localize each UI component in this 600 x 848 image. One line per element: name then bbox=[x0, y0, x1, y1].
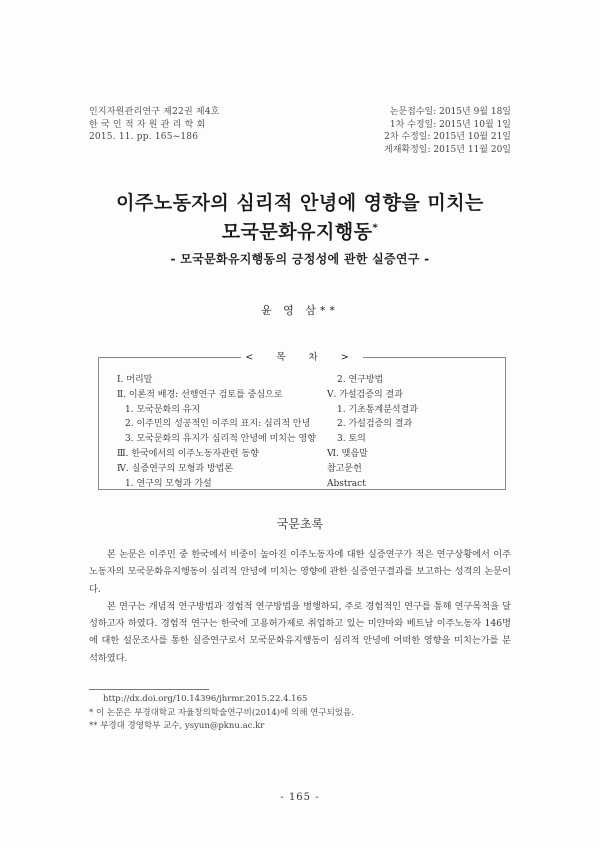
toc-item[interactable]: 1. 연구의 모형과 가설 bbox=[125, 478, 212, 489]
paper-title-line1: 이주노동자의 심리적 안녕에 영향을 미치는 bbox=[116, 192, 484, 214]
toc-item[interactable]: 2. 가설검증의 결과 bbox=[337, 419, 413, 430]
toc-item[interactable]: Ⅲ. 한국에서의 이주노동자관련 동향 bbox=[117, 448, 259, 459]
issue-pages: 2015. 11. pp. 165~186 bbox=[89, 132, 199, 142]
society-name: 한 국 인 적 자 원 관 리 학 회 bbox=[89, 119, 206, 130]
paper-title-line2-text: 모국문화유지행동 bbox=[221, 221, 373, 243]
toc-item[interactable]: 1. 기초통계분석결과 bbox=[337, 404, 419, 415]
journal-name: 인지자원관리연구 제22권 제4호 bbox=[89, 107, 220, 117]
author-name: 윤 영 삼** bbox=[261, 304, 339, 317]
journal-info bbox=[89, 106, 220, 144]
toc-item[interactable]: Ⅴ. 가설검증의 결과 bbox=[327, 389, 403, 400]
title-footnote-mark[interactable]: * bbox=[372, 222, 379, 234]
author-affiliation: ** 부경대 경영학부 교수, ysyun@pknu.ac.kr bbox=[89, 721, 265, 731]
toc-right-column bbox=[327, 373, 418, 491]
abstract-paragraph: 본 연구는 개념적 연구방법과 경험적 연구방법을 병행하되, 주로 경험적인 연구를 통해 연구목적을 달성하고자 하였다. 경험적 연구는 한국에 고용허가제로 취업하고 있는 미얀마와 베트남 이주노동자 146명에 대한 설문조사를 통한 실증연구로서 모국문화유지행동이 심리적 안녕에 어떠한 영향을 미치는가를 분석하였다. bbox=[89, 600, 511, 664]
toc-item[interactable]: Ⅳ. 실증연구의 모형과 방법론 bbox=[117, 463, 234, 474]
toc-item[interactable]: 참고문헌 bbox=[327, 463, 362, 474]
toc-item[interactable]: 3. 토의 bbox=[337, 434, 366, 445]
toc-item[interactable]: Ⅰ. 머리말 bbox=[117, 375, 153, 385]
footnote-divider bbox=[89, 689, 209, 690]
accepted-date: 게재확정일: 2015년 11월 20일 bbox=[384, 144, 511, 155]
abstract-heading: 국문초록 bbox=[276, 517, 324, 531]
abstract-body bbox=[89, 546, 511, 667]
toc-left-column bbox=[117, 373, 316, 491]
abstract-paragraph: 본 논문은 이주민 중 한국에서 비중이 높아진 이주노동자에 대한 실증연구가 적은 연구상황에서 이주노동자의 모국문화유지행동이 심리적 안녕에 미치는 영향에 관한 실증연구결과를 보고하는 성격의 논문이다. bbox=[89, 549, 511, 595]
paper-title-line2 bbox=[0, 217, 600, 244]
toc-heading bbox=[99, 351, 505, 364]
second-revision-date: 2차 수정일: 2015년 10월 21일 bbox=[384, 132, 511, 142]
page-number: - 165 - bbox=[280, 792, 320, 803]
table-of-contents bbox=[98, 352, 506, 490]
funding-note: * 이 논문은 부경대학교 자율창의학술연구비(2014)에 의해 연구되었음. bbox=[89, 707, 354, 718]
toc-item[interactable]: 2. 연구방법 bbox=[337, 375, 384, 385]
toc-item[interactable]: Ⅵ. 맺음말 bbox=[327, 448, 368, 459]
paper-subtitle: - 모국문화유지행동의 긍정성에 관한 실증연구 - bbox=[170, 252, 430, 266]
first-revision-date: 1차 수정일: 2015년 10월 1일 bbox=[389, 119, 511, 130]
received-date: 논문접수일: 2015년 9월 18일 bbox=[389, 107, 511, 117]
toc-item[interactable]: 2. 이주민의 성공적인 이주의 표지: 심리적 안녕 bbox=[125, 419, 311, 430]
toc-heading-label: < 목 차 > bbox=[241, 352, 362, 363]
doi-link[interactable]: http://dx.doi.org/10.14396/jhrmr.2015.22.4.165 bbox=[103, 694, 308, 704]
toc-item[interactable]: Abstract bbox=[327, 478, 366, 489]
toc-item[interactable]: 3. 모국문화의 유지가 심리적 안녕에 미치는 영향 bbox=[125, 434, 316, 445]
footnotes bbox=[89, 693, 354, 734]
submission-dates bbox=[384, 106, 511, 156]
toc-item[interactable]: 1. 모국문화의 유지 bbox=[125, 404, 201, 415]
toc-item[interactable]: Ⅱ. 이론적 배경: 선행연구 검토를 중심으로 bbox=[117, 389, 283, 400]
